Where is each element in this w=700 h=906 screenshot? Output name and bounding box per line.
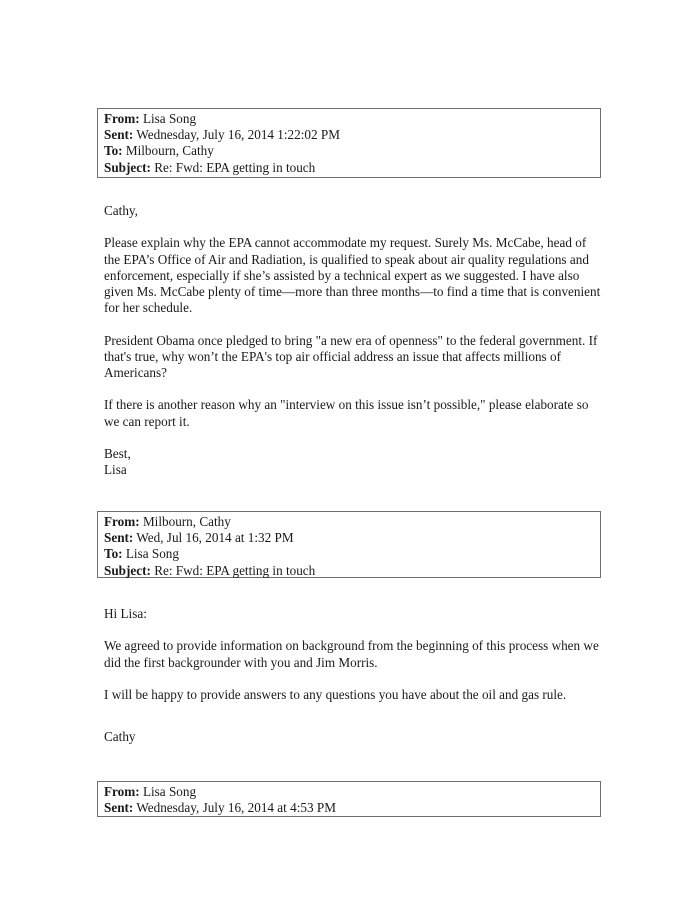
to-value: Lisa Song xyxy=(125,546,179,562)
sent-line xyxy=(104,800,600,816)
from-value: Milbourn, Cathy xyxy=(142,514,231,529)
email-3-header xyxy=(97,781,601,817)
signature: Cathy xyxy=(104,729,136,745)
to-value: Milbourn, Cathy xyxy=(125,143,214,159)
from-line xyxy=(104,111,600,127)
subject-label: Subject: xyxy=(104,562,151,578)
from-value: Lisa Song xyxy=(142,784,197,799)
subject-line xyxy=(104,563,600,579)
to-label: To: xyxy=(104,546,123,562)
greeting: Cathy, xyxy=(104,203,138,218)
sent-line xyxy=(104,530,600,546)
from-label: From: xyxy=(104,111,140,126)
subject-line xyxy=(104,160,600,176)
email-2-header xyxy=(97,511,601,578)
greeting: Hi Lisa: xyxy=(104,606,147,621)
from-label: From: xyxy=(104,514,140,529)
from-label: From: xyxy=(104,784,140,799)
subject-label: Subject: xyxy=(104,159,151,175)
to-label: To: xyxy=(104,143,123,159)
body-paragraph: Please explain why the EPA cannot accommodate my request. Surely Ms. McCabe, head of the EPA’s Office of Air and Radiation, is qualified to speak about air quality regulations and enforcement, especially if she’s assisted by a technical expert as we suggested. I have also given Ms. McCabe plenty of time—more than three months—to find a time that is convenient for her schedule. xyxy=(104,235,601,316)
body-paragraph: President Obama once pledged to bring "a new era of openness" to the federal government. If that's true, why won’t the EPA's top air official address an issue that affects millions of Americans? xyxy=(104,332,598,380)
from-line xyxy=(104,514,600,530)
signature: Lisa xyxy=(104,462,127,478)
sent-label: Sent: xyxy=(104,530,134,546)
closing: Best, xyxy=(104,445,131,461)
email-2-body xyxy=(104,606,604,745)
subject-value: Re: Fwd: EPA getting in touch xyxy=(154,562,316,578)
sent-value: Wed, Jul 16, 2014 at 1:32 PM xyxy=(136,530,294,546)
sent-value: Wednesday, July 16, 2014 at 4:53 PM xyxy=(136,800,336,816)
sent-label: Sent: xyxy=(104,127,134,143)
email-1-header xyxy=(97,108,601,178)
body-paragraph: I will be happy to provide answers to any questions you have about the oil and gas rule. xyxy=(104,686,567,702)
body-paragraph: If there is another reason why an "interview on this issue isn’t possible," please elaborate so we can report it. xyxy=(104,397,589,429)
body-paragraph: We agreed to provide information on background from the beginning of this process when we did the first backgrounder with you and Jim Morris. xyxy=(104,638,599,670)
to-line xyxy=(104,546,600,562)
subject-value: Re: Fwd: EPA getting in touch xyxy=(154,159,316,175)
sent-value: Wednesday, July 16, 2014 1:22:02 PM xyxy=(136,127,340,143)
from-line xyxy=(104,784,600,800)
email-1-body xyxy=(104,203,604,478)
from-value: Lisa Song xyxy=(142,111,197,126)
to-line xyxy=(104,143,600,159)
sent-label: Sent: xyxy=(104,800,134,816)
sent-line xyxy=(104,127,600,143)
